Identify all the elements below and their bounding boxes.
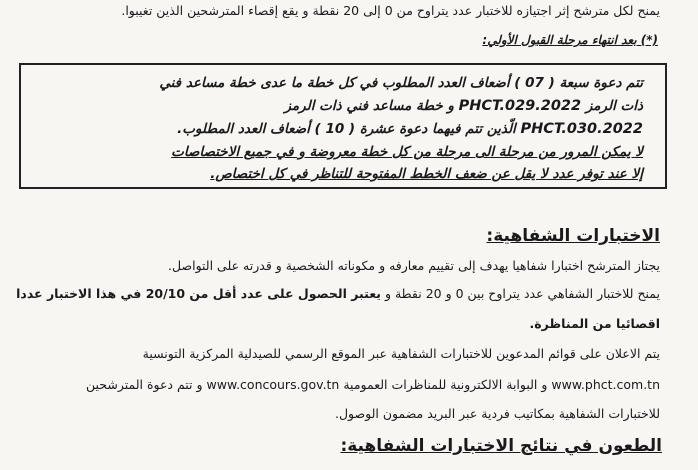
- code-phct-030: PHCT.030.2022: [520, 121, 643, 137]
- oral-paragraph-5: للاختبارات الشفاهية بمكاتيب فردية عبر البريد مضمون الوصول.: [334, 406, 660, 421]
- notice-line-5: إلا عند توفر عدد لا يقل عن ضعف الخطط المفتوحة للتناظر في كل اختصاص.: [210, 166, 643, 182]
- score-paragraph: يمنح لكل مترشح إثر اجتيازه للاختبار عدد يتراوح من 0 إلى 20 نقطة و يقع إقصاء المترشحين الذين تغيبوا.: [121, 3, 660, 18]
- oral-p4-end: و تتم دعوة المترشحين: [85, 377, 203, 392]
- appeals-heading: الطعون في نتائج الاختبارات الشفاهية:: [340, 436, 662, 456]
- oral-paragraph-3: يتم الاعلان على قوائم المدعوين للاختبارات الشفاهية عبر الموقع الرسمي للصيدلية المركزية التونسية: [142, 346, 660, 361]
- oral-paragraph-2: [16, 286, 660, 301]
- link-phct[interactable]: www.phct.com.tn: [551, 377, 660, 392]
- oral-paragraph-4: [86, 377, 660, 392]
- framed-notice-box: [19, 63, 667, 189]
- oral-p2-normal: يمنح للاختبار الشفاهي عدد يتراوح بين 0 و 20 نقطة و: [384, 286, 660, 301]
- oral-p4-mid: و البوابة الالكترونية للمناظرات العمومية: [343, 377, 548, 392]
- code-phct-029: PHCT.029.2022: [458, 98, 582, 114]
- note-after-admission: [482, 33, 658, 47]
- notice-line-4: لا يمكن المرور من مرحلة الى مرحلة من كل خطة معروضة و في جميع الاختصاصات: [171, 144, 643, 160]
- oral-paragraph-1: يجتاز المترشح اختبارا شفاهيا يهدف إلى تقييم معارفه و مكوناته الشخصية و قدرته على التواصل.: [168, 258, 660, 273]
- notice-line-1: تتم دعوة سبعة ( 07 ) أضعاف العدد المطلوب في كل خطة ما عدى خطة مساعد فني: [159, 75, 643, 91]
- notice-line-2: [284, 98, 643, 114]
- oral-exams-heading: الاختبارات الشفاهية:: [486, 226, 660, 246]
- notice-line-3: [177, 121, 643, 137]
- notice-line-3-post: الّذين تتم فيهما دعوة عشرة ( 10 ) أضعاف العدد المطلوب.: [177, 121, 516, 137]
- notice-line-2-pre: ذات الرمز: [585, 98, 643, 114]
- oral-paragraph-2-cont: اقصائيا من المناظرة.: [529, 316, 660, 331]
- link-concours[interactable]: www.concours.gov.tn: [206, 377, 340, 392]
- notice-line-2-post: و خطة مساعد فني ذات الرمز: [284, 98, 454, 114]
- oral-p2-bold: يعتبر الحصول على عدد أقل من 20/10 في هذا الاختبار عددا: [16, 286, 381, 301]
- note-text: (*) بعد انتهاء مرحلة القبول الأولي:: [482, 33, 658, 47]
